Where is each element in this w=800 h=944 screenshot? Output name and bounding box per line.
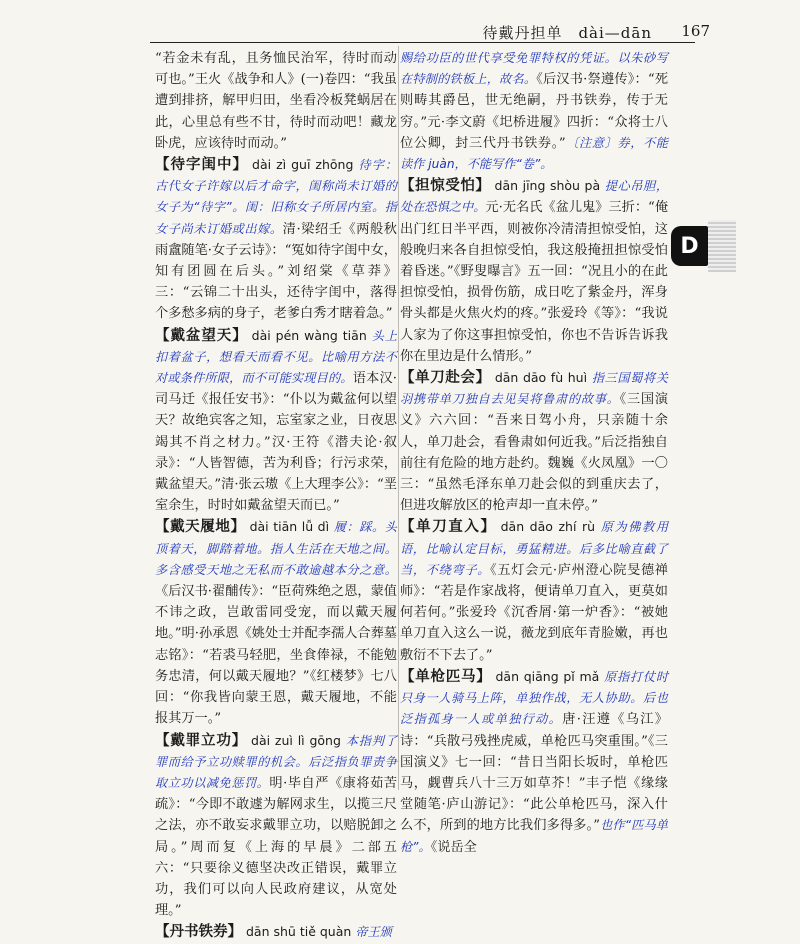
entry-pinyin: dān shū tiě quàn — [246, 924, 352, 940]
continued-entry-text — [400, 48, 668, 175]
entry-pinyin: dài zuì lì gōng — [251, 732, 341, 748]
continued-entry-text: “若金未有乱，且务恤民治军，待时而动可也。”王火《战争和人》(一)卷四：“我虽遭到排挤，解甲归田，坐看冷板凳蜗居在此，心里总有些不甘，待时而动吧！藏龙卧虎，应该待时而动。” — [155, 51, 397, 151]
entry-citations: 《后汉书·祭遵传》：“死则畴其爵邑，世无绝嗣，丹书铁券，传于无穷。”元·李文蔚《圯桥进履》四折：“众将士八位公卿，封三代丹书铁券。” — [400, 72, 669, 151]
entry-headword: 【戴罪立功】 — [155, 732, 248, 749]
entry-dan-dao-fu-hui — [400, 367, 668, 516]
entry-pinyin: dài tiān lǚ dì — [249, 519, 330, 535]
entry-citations: 明·毕自严《康将茹苦疏》：“今即不敢遽为解网求生，以揽三尺之法，亦不敢妄求戴罪立功，以赔脱卸之局。”周而复《上海的早晨》二部五六：“只要徐义德坚决改正错误，戴罪立功，我们可以向人民政府建议，从宽处理。” — [155, 775, 397, 919]
handwritten-definition: 赐给功臣的世代享受免罪特权的凭证。以朱砂写在特制的铁板上，故名。 — [400, 51, 668, 87]
page-header — [150, 14, 710, 44]
handwritten-definition: 头上扣着盆子，想看天而看不见。比喻用方法不对或条件所限，而不可能实现目的。 — [155, 328, 398, 386]
page-number: 167 — [681, 22, 710, 40]
handwritten-definition: 提心吊胆，处在恐惧之中。 — [400, 179, 669, 215]
entry-citations: 唐·汪遵《乌江》诗：“兵散弓残挫虎威，单枪匹马突重围。”《三国演义》七一回：“昔日当阳长坂时，单枪匹马，觑曹兵八十三万如草芥！”丰子恺《缘缘堂随笔·庐山游记》：“此公单枪匹马，深入什么不，所到的地方比我们多得多。” — [400, 712, 668, 834]
entry-pinyin: dān dāo zhí rù — [500, 519, 596, 535]
entry-citations: 元·无名氏《盆儿鬼》三折：“俺出门红日半平西，则被你冷清清担惊受怕，这般晚归来各自担惊受怕，我这般掩扭担惊受怕着昏迷。”《野叟曝言》五一回：“况且小的在此担惊受怕，损骨伤筋，成日吃了紫金丹，浑身骨头都是火焦火灼的疼。”张爱玲《等》：“我说人家为了你这事担惊受怕，你也不告诉告诉我你在里边是什么情形。” — [400, 200, 669, 364]
entry-dai-tian-lv-di — [155, 516, 397, 729]
entry-citations: 清·梁绍壬《两般秋雨盦随笔·女子云诗》：“冤如待字闺中女，知有团圆在后头。”刘绍棠《草莽》三：“云锦二十出头，还待字闺中，落得个多愁多病的身子，老爹白秀才瞎着急。” — [155, 221, 397, 322]
letter-index-tab: D — [671, 226, 708, 266]
entry-headword: 【单刀赴会】 — [400, 370, 491, 387]
header-rule — [150, 42, 695, 43]
handwritten-definition: 帝王颁 — [355, 925, 392, 940]
entry-citations: 《说岳全 — [430, 839, 477, 855]
handwritten-definition: 原指打仗时只身一人骑马上阵，单独作战，无人协助。后也泛指孤身一人或单独行动。 — [400, 669, 669, 727]
entry-pinyin: dài pén wàng tiān — [251, 327, 367, 343]
entry-headword: 【戴盆望天】 — [155, 327, 248, 344]
left-column — [155, 48, 398, 941]
entry-citations: 《五灯会元·庐州澄心院旻德禅师》：“若是作家战将，便请单刀直入，更莫如何若何。”张爱玲《沉香屑·第一炉香》：“被她单刀直入这么一说，薇龙到底年青脸嫩，再也敷衍不下去了。” — [400, 562, 668, 663]
entry-dai-zi-gui-zhong — [155, 154, 397, 325]
entry-dan-jing-shou-pa — [400, 175, 668, 367]
handwritten-definition: 本指判了罪而给予立功赎罪的机会。后泛指负罪责争取立功以减免惩罚。 — [155, 733, 398, 790]
entry-pinyin: dài zì guī zhōng — [252, 157, 354, 173]
entry-dan-shu-tie-quan — [155, 921, 397, 943]
entry-dai-pen-wang-tian — [155, 325, 397, 517]
handwritten-definition: 待字：古代女子许嫁以后才命字，闺称尚未订婚的女子为“待字”。闺：旧称女子所居内室。指女子尚未订婚或出嫁。 — [155, 158, 398, 236]
entry-headword: 【单枪匹马】 — [400, 668, 492, 685]
handwritten-definition: 指三国蜀将关羽携带单刀独自去见吴将鲁肃的故事。 — [400, 371, 669, 407]
column-divider — [398, 46, 399, 790]
right-column — [400, 48, 669, 855]
entry-headword: 【担惊受怕】 — [400, 178, 491, 195]
thumb-index-edge — [708, 220, 736, 272]
entry-headword: 【待字闺中】 — [155, 157, 249, 174]
entry-headword: 【丹书铁券】 — [155, 924, 242, 941]
entry-citations: 《三国演义》六六回：“吾来日驾小舟，只亲随十余人，单刀赴会，看鲁肃如何近我。”后泛指独自前往有危险的地方赴约。魏巍《火凤凰》一〇三：“虽然毛泽东单刀赴会似的到重庆去了，但进攻解放区的枪声却一直未停。” — [400, 392, 669, 514]
handwritten-definition: 履：踩。头顶着天，脚踏着地。指人生活在天地之间。多含感受天地之无私而不敢逾越本分之意。 — [155, 520, 397, 577]
entry-pinyin: dān dāo fù huì — [494, 370, 588, 386]
handwritten-variant-note: 也作“匹马单枪”。 — [400, 818, 668, 854]
handwritten-definition: 原为佛教用语，比喻认定目标，勇猛精进。后多比喻直截了当，不绕弯子。 — [400, 520, 669, 577]
entry-citations: 语本汉·司马迁《报任安书》：“仆以为戴盆何以望天？故绝宾客之知，忘室家之业，日夜思竭其不肖之材力。”汉·王符《潜夫论·叙录》：“人皆智德，苦为利昏；行污求荣，戴盆望天。”清·张云璈《上大理李公》：“垩室余生，时时如戴盆望天而已。” — [155, 371, 397, 514]
entry-pinyin: dān qiāng pǐ mǎ — [495, 668, 600, 684]
entry-headword: 【戴天履地】 — [155, 519, 246, 536]
entry-dan-qiang-pi-ma — [400, 666, 668, 858]
entry-pinyin: dān jīng shòu pà — [494, 178, 601, 194]
entry-headword: 【单刀直入】 — [400, 519, 497, 536]
entry-dai-zui-li-gong — [155, 730, 397, 922]
entry-dan-dao-zhi-ru — [400, 516, 668, 665]
entry-citations: 《后汉书·翟酺传》：“臣荷殊绝之恩，蒙值不讳之政，岂敢雷同受宠，而以戴天履地。”明·孙承恩《姚处士并配李孺人合葬墓志铭》：“若裘马轻肥，坐食俸禄，不能勉务忠清，何以戴天履地？”《红楼梦》七八回：“你我皆向蒙王恩，戴天履地，不能报其万一。” — [155, 584, 397, 727]
running-head: 待戴丹担单 dài—dān — [482, 24, 652, 42]
usage-caution: 〔注意〕券，不能读作 juàn，不能写作“卷”。 — [400, 135, 668, 172]
